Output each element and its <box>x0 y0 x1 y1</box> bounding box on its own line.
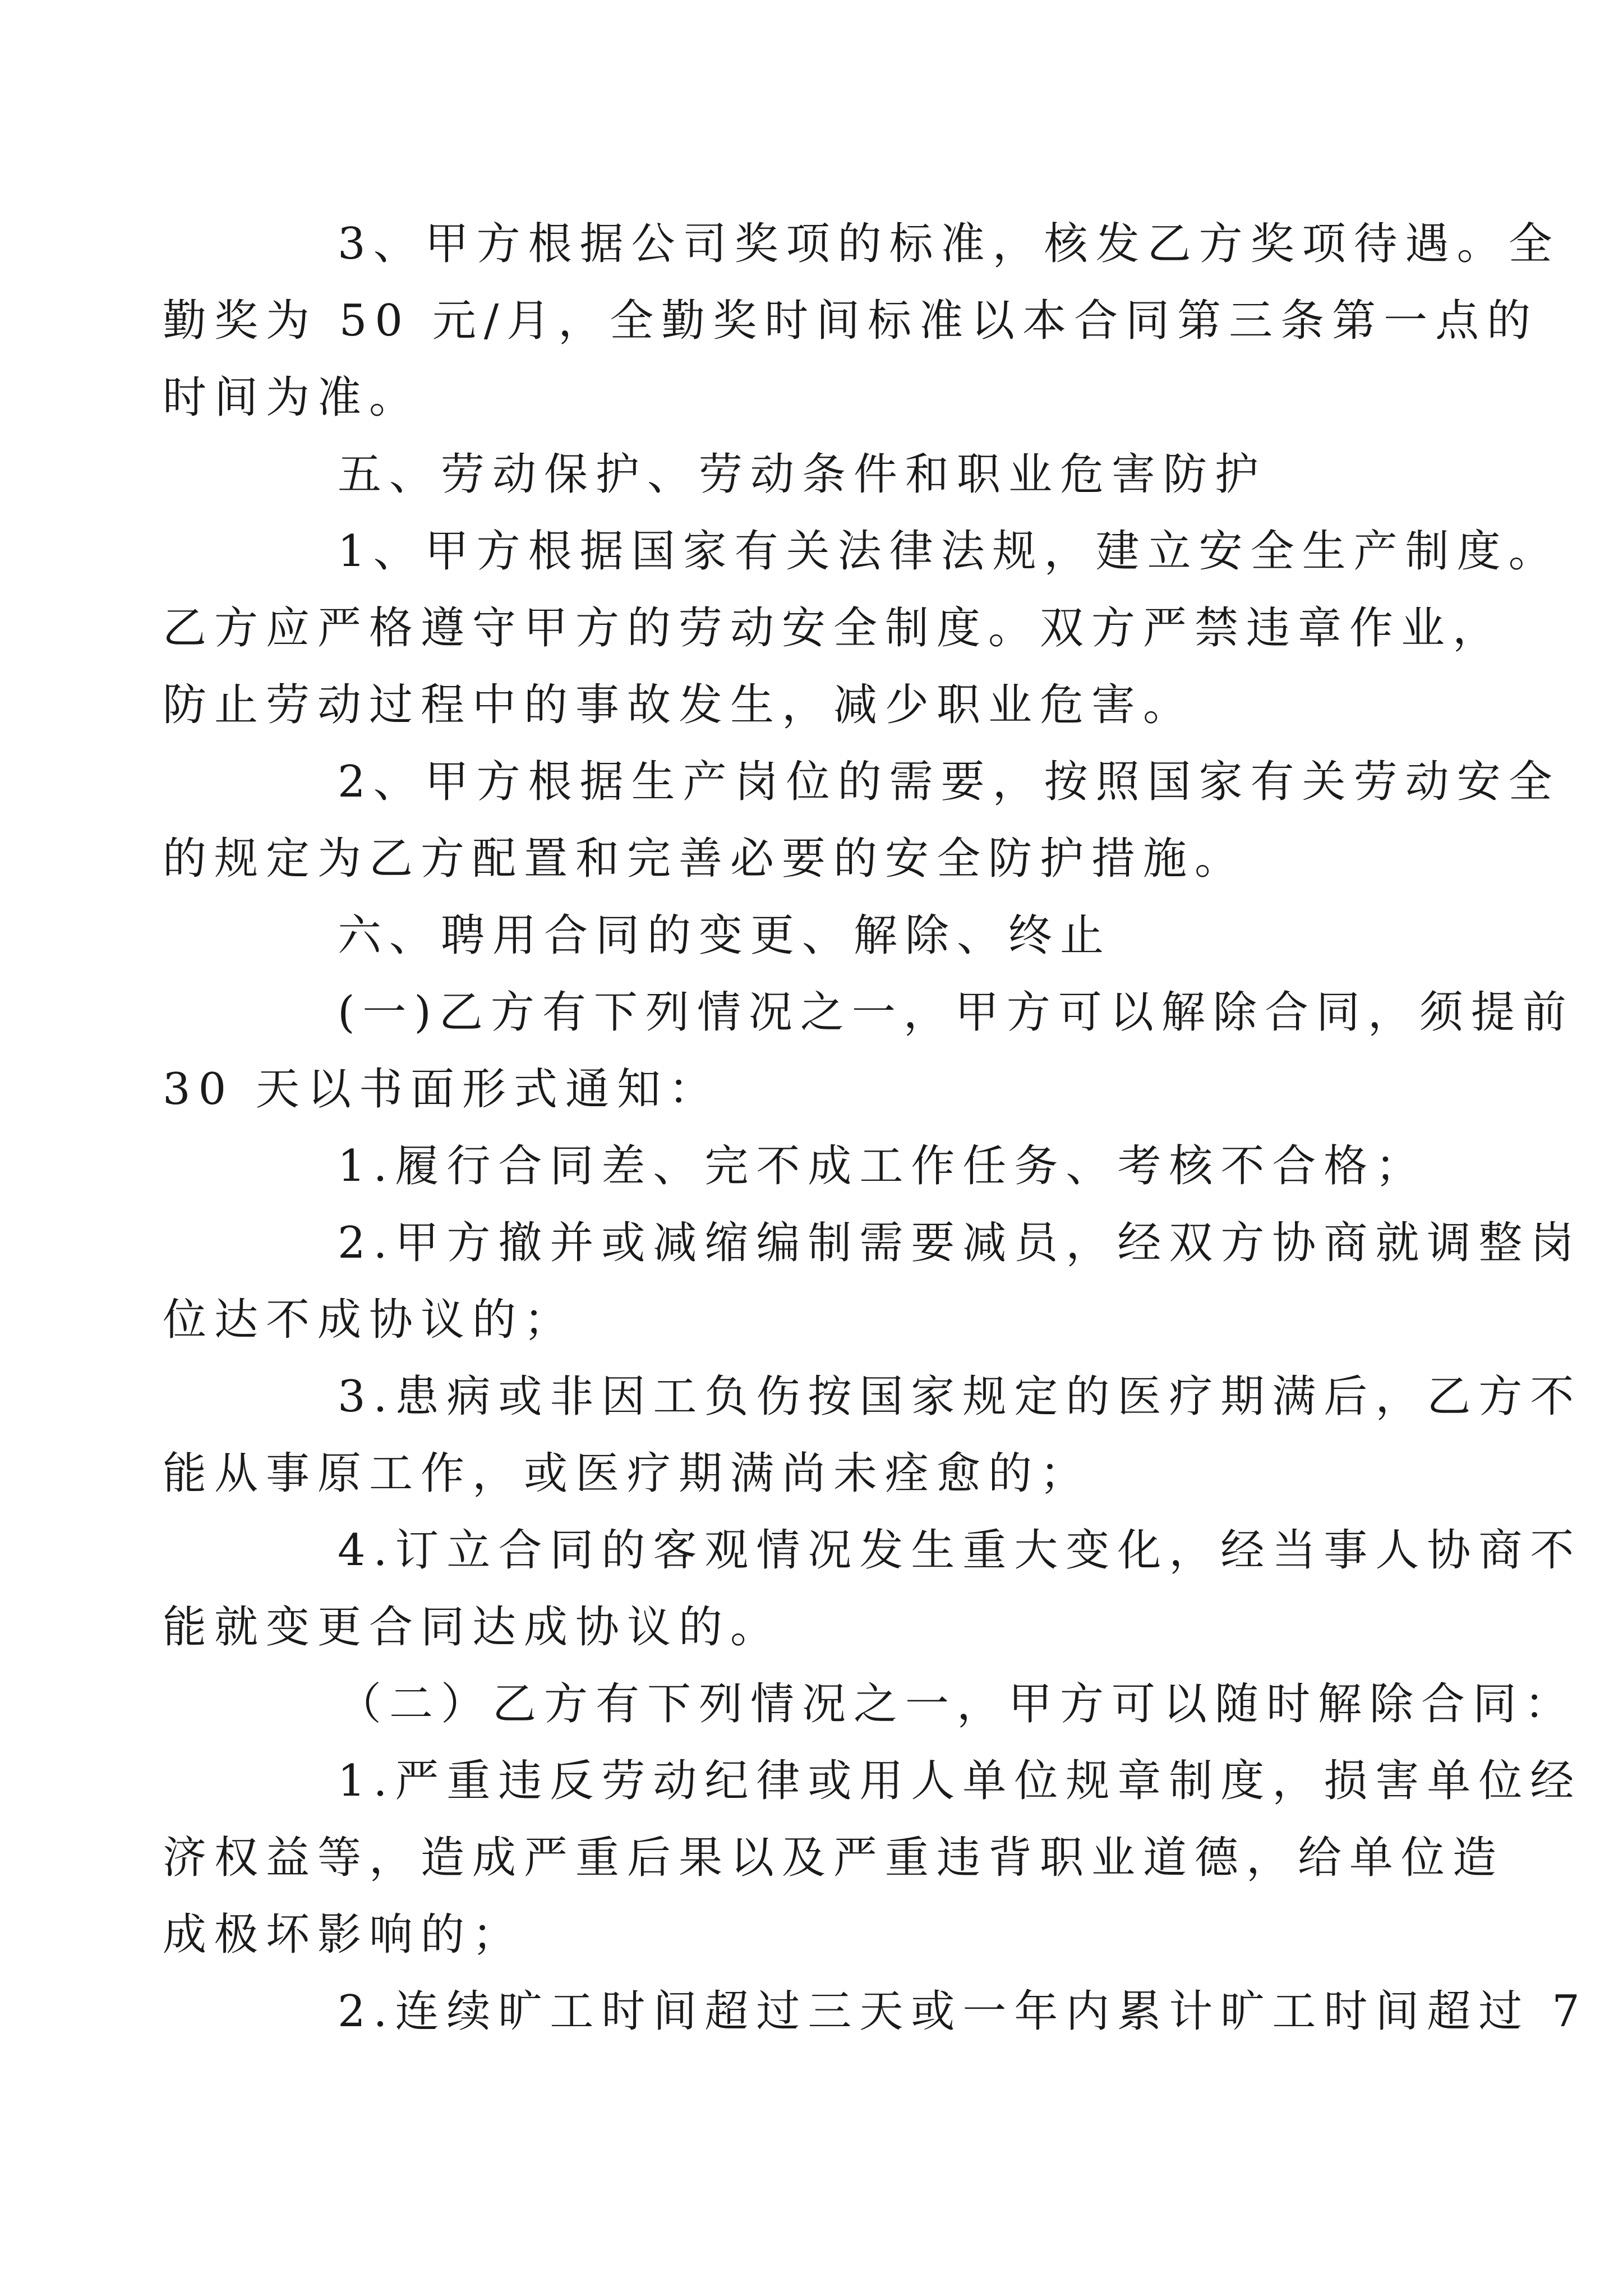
paragraph <box>163 1359 1582 1512</box>
paragraph <box>163 1512 1582 1666</box>
text-line: 乙方应严格遵守甲方的劳动安全制度。双方严禁违章作业， <box>163 603 1505 654</box>
text-line: 防止劳动过程中的事故发生，减少职业危害。 <box>163 680 1195 730</box>
text-line: 4.订立合同的客观情况发生重大变化，经当事人协商不 <box>338 1525 1582 1576</box>
section-heading <box>250 436 1405 513</box>
text-line: 2、甲方根据生产岗位的需要，按照国家有关劳动安全 <box>338 757 1560 807</box>
text-line: 能从事原工作，或医疗期满尚未痊愈的； <box>163 1448 1092 1499</box>
text-line: 位达不成协议的； <box>163 1295 576 1345</box>
paragraph <box>163 1743 1582 1973</box>
text-line: 勤奖为 50 元/月，全勤奖时间标准以本合同第三条第一点的 <box>163 296 1539 346</box>
text-line: 1、甲方根据国家有关法律法规，建立安全生产制度。 <box>338 526 1560 577</box>
paragraph <box>163 1205 1582 1359</box>
paragraph <box>163 974 1574 1128</box>
text-line: 1.履行合同差、完不成工作任务、考核不合格； <box>338 1141 1427 1191</box>
text-line: (一)乙方有下列情况之一，甲方可以解除合同，须提前 <box>338 987 1574 1038</box>
text-line: 3.患病或非因工负伤按国家规定的医疗期满后，乙方不 <box>338 1372 1582 1422</box>
text-line: 六、聘用合同的变更、解除、终止 <box>338 910 1112 961</box>
paragraph <box>163 744 1560 898</box>
document-body <box>163 206 1588 2050</box>
text-line: 能就变更合同达成协议的。 <box>163 1602 782 1653</box>
text-line: 30 天以书面形式通知： <box>163 1064 721 1115</box>
paragraph <box>163 206 1560 436</box>
text-line: （二）乙方有下列情况之一，甲方可以随时解除合同： <box>338 1679 1576 1729</box>
text-line: 五、劳动保护、劳动条件和职业危害防护 <box>338 449 1267 500</box>
paragraph <box>250 1128 1427 1205</box>
paragraph <box>163 513 1560 744</box>
text-line: 成极坏影响的； <box>163 1910 524 1960</box>
text-line: 的规定为乙方配置和完善必要的安全防护措施。 <box>163 834 1247 884</box>
paragraph <box>250 1666 1576 1743</box>
text-line: 2.连续旷工时间超过三天或一年内累计旷工时间超过 7 <box>338 1986 1588 2037</box>
text-line: 2.甲方撤并或减缩编制需要减员，经双方协商就调整岗 <box>338 1218 1582 1268</box>
paragraph <box>250 1973 1588 2050</box>
text-line: 1.严重违反劳动纪律或用人单位规章制度，损害单位经 <box>338 1756 1582 1806</box>
text-line: 时间为准。 <box>163 372 421 423</box>
text-line: 3、甲方根据公司奖项的标准，核发乙方奖项待遇。全 <box>338 219 1560 269</box>
section-heading <box>250 898 1405 974</box>
text-line: 济权益等，造成严重后果以及严重违背职业道德，给单位造 <box>163 1833 1505 1883</box>
